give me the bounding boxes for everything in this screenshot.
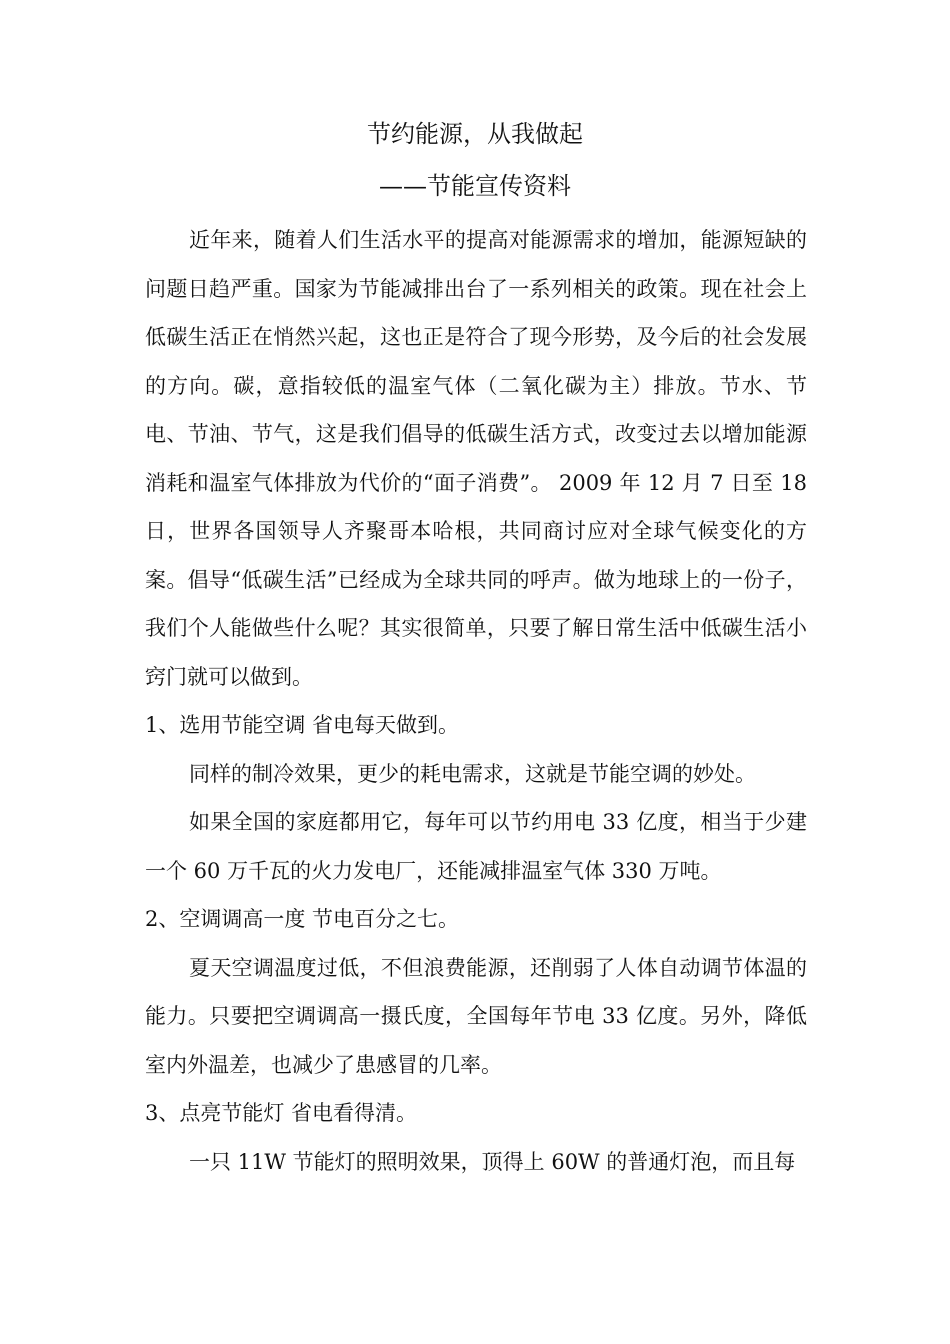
section-1-paragraph-2: 如果全国的家庭都用它，每年可以节约用电 33 亿度，相当于少建一个 60 万千瓦的火力发电厂，还能减排温室气体 330 万吨。: [145, 810, 807, 883]
section-2-paragraph: 夏天空调温度过低，不但浪费能源，还削弱了人体自动调节体温的能力。只要把空调调高一摄氏度，全国每年节电 33 亿度。另外，降低室内外温差，也减少了患感冒的几率。: [145, 955, 807, 1077]
intro-paragraph: 近年来，随着人们生活水平的提高对能源需求的增加，能源短缺的问题日趋严重。国家为节能减排出台了一系列相关的政策。现在社会上低碳生活正在悄然兴起，这也正是符合了现今形势，及今后的社会发展的方向。碳，意指较低的温室气体（二氧化碳为主）排放。节水、节电、节油、节气，这是我们倡导的低碳生活方式，改变过去以增加能源消耗和温室气体排放为代价的“面子消费”。 2009 年 12 月 7 日至 18 日，世界各国领导人齐聚哥本哈根，共同商讨应对全球气候变化的方案。倡导“低碳生活”已经成为全球共同的呼声。做为地球上的一份子，我们个人能做些什么呢？其实很简单，只要了解日常生活中低碳生活小窍门就可以做到。: [145, 228, 807, 689]
document-body: [145, 216, 807, 1186]
document-title: 节约能源，从我做起: [367, 120, 583, 148]
section-3-paragraph: 一只 11W 节能灯的照明效果，顶得上 60W 的普通灯泡，而且每: [189, 1149, 796, 1174]
section-heading-3: 3、点亮节能灯 省电看得清。: [145, 1101, 418, 1125]
section-heading-1: 1、选用节能空调 省电每天做到。: [145, 713, 460, 737]
document-subtitle: ——节能宣传资料: [379, 172, 571, 200]
section-heading-2: 2、空调调高一度 节电百分之七。: [145, 907, 460, 931]
section-1-paragraph-1: 同样的制冷效果，更少的耗电需求，这就是节能空调的妙处。: [189, 761, 756, 786]
